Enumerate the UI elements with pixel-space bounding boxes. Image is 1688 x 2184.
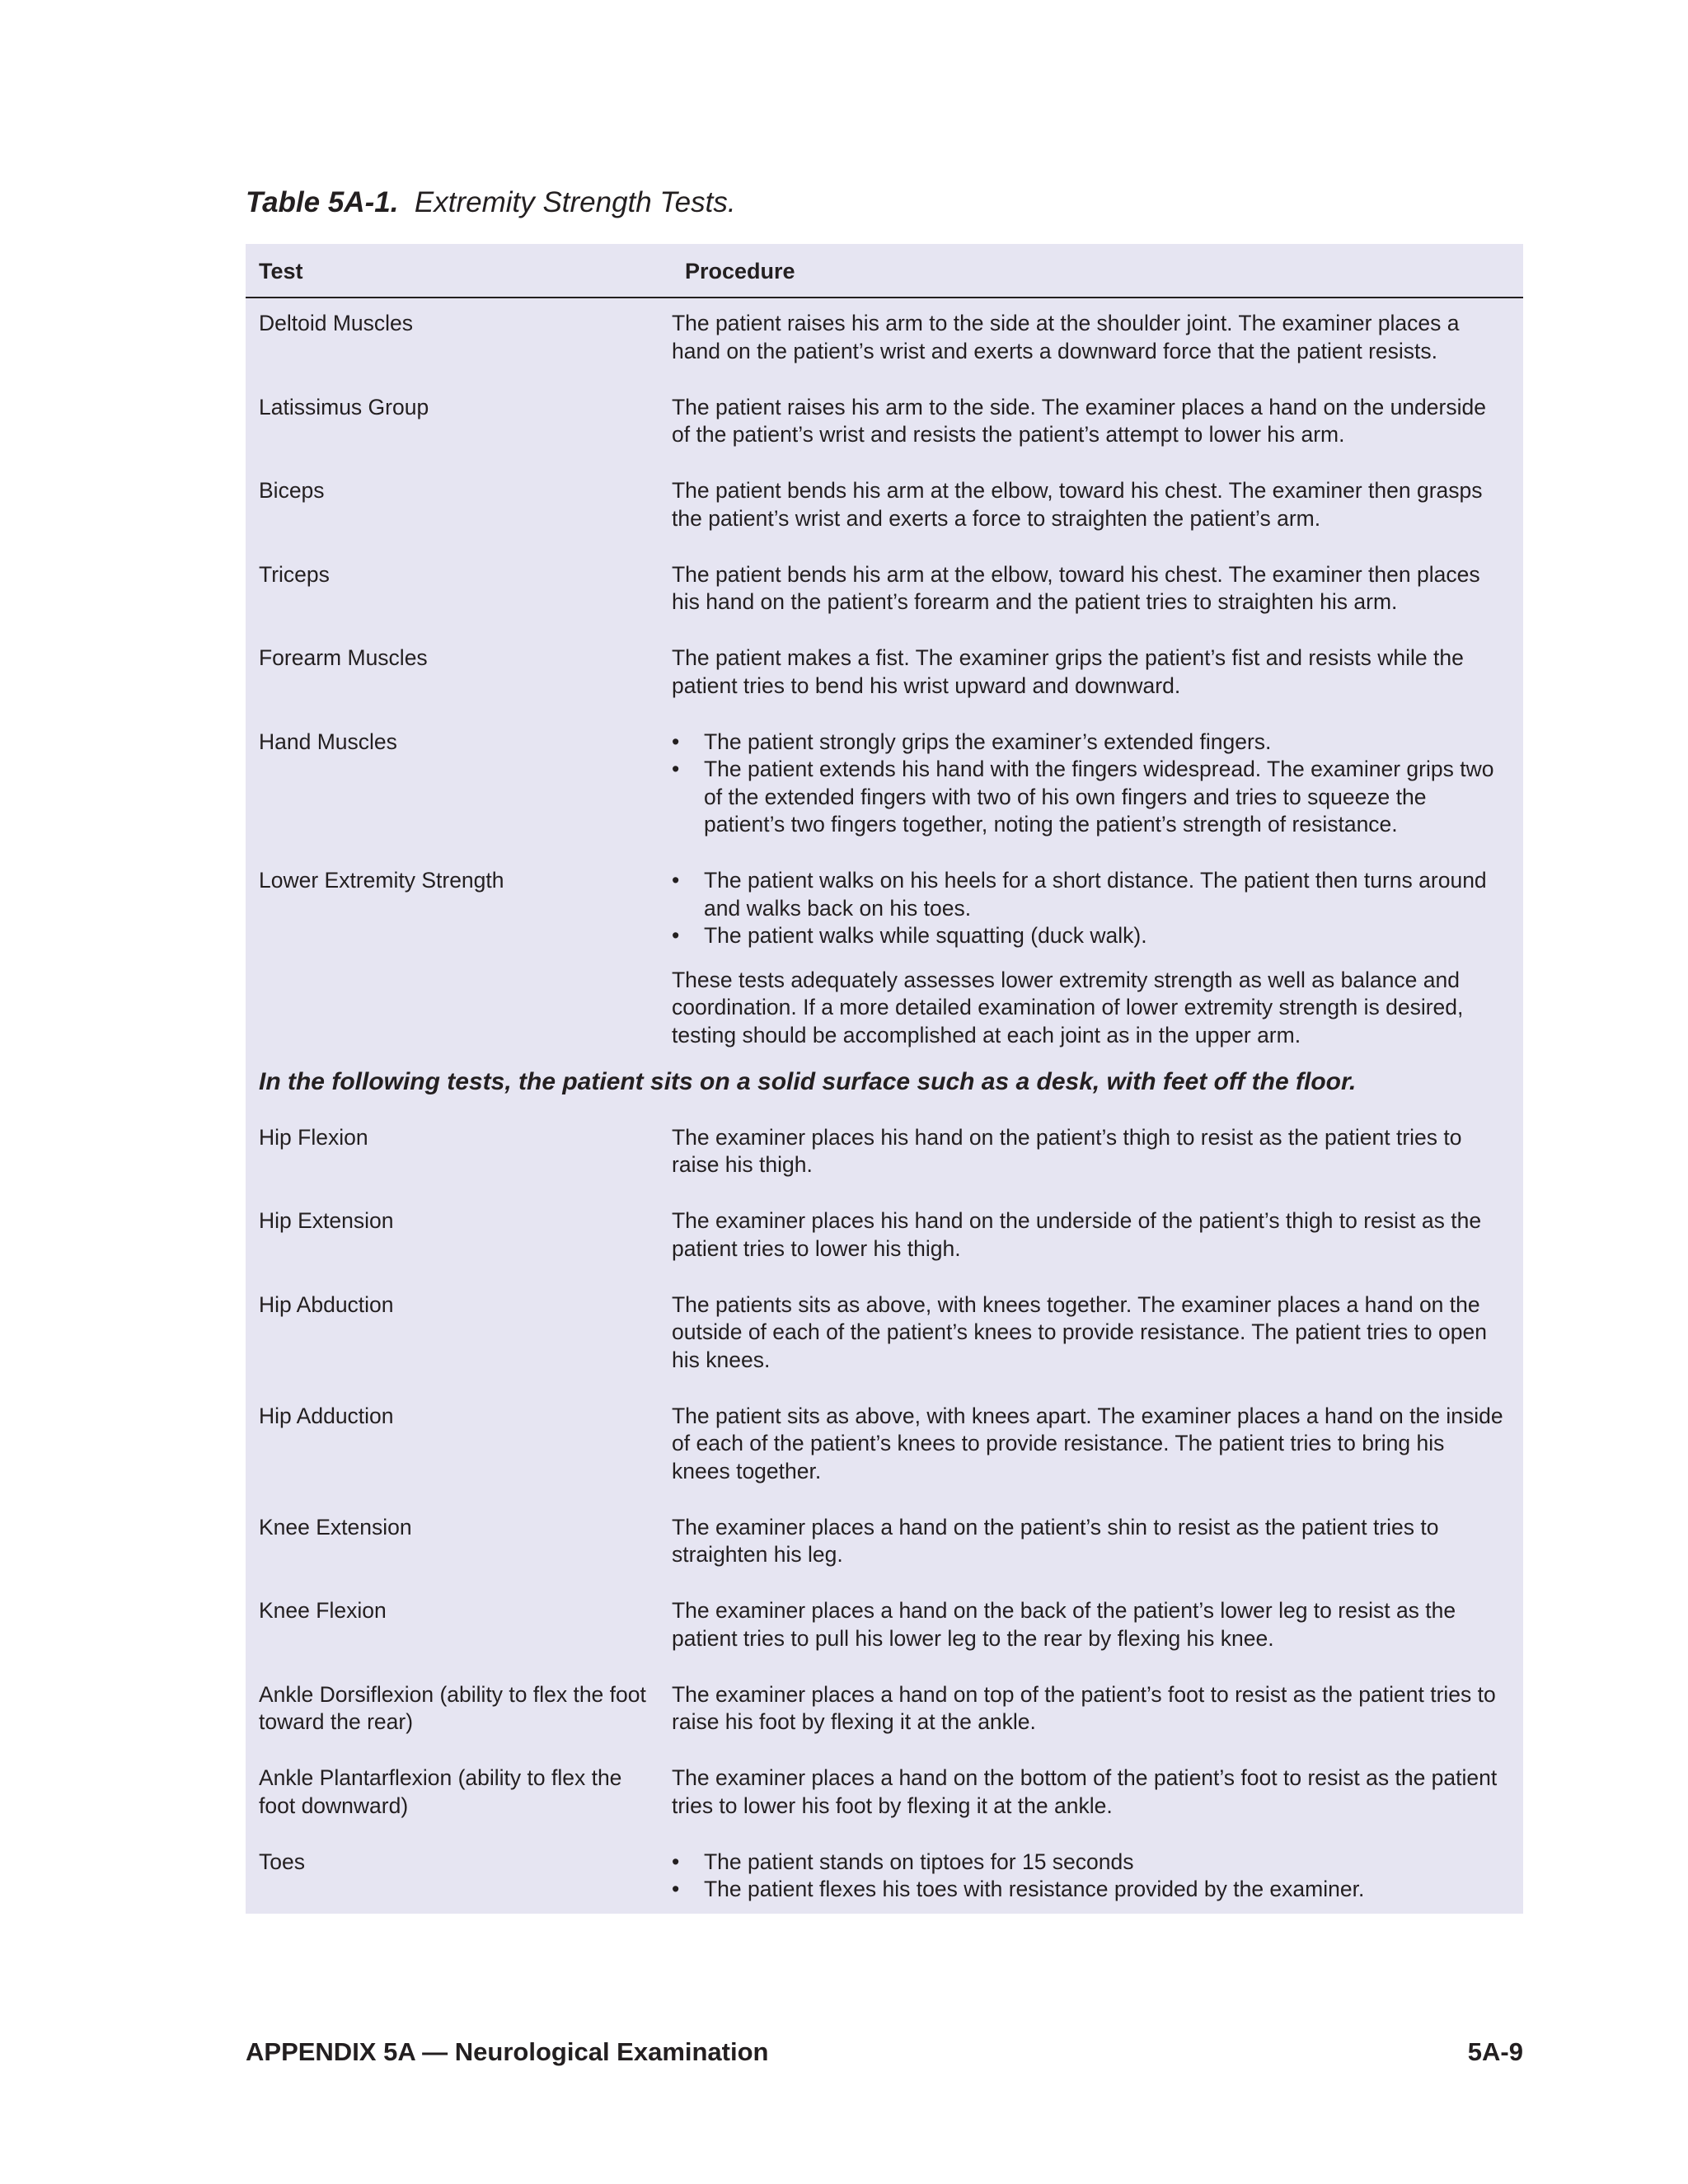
table-row xyxy=(246,1207,1523,1263)
procedure-bullet-list xyxy=(672,729,1504,839)
procedure-text: The examiner places his hand on the patient’s thigh to resist as the patient tries to raise his thigh. xyxy=(672,1124,1462,1177)
procedure-text: The patient bends his arm at the elbow, toward his chest. The examiner then grasps the patient’s wrist and exerts a force to straighten the patient’s arm. xyxy=(672,478,1483,531)
procedure-bullet-list xyxy=(672,867,1504,950)
procedure-text: The patients sits as above, with knees together. The examiner places a hand on the outside of each of the patient’s knees to provide resistance. The patient tries to open his knees. xyxy=(672,1291,1487,1372)
procedure-text: The patient makes a fist. The examiner grips the patient’s fist and resists while the patient tries to bend his wrist upward and downward. xyxy=(672,645,1464,698)
procedure-text xyxy=(672,729,1504,839)
bullet-item: • The patient walks on his heels for a short distance. The patient then turns around and walks back on his toes. xyxy=(672,867,1504,922)
test-name: Ankle Dorsiflexion (ability to flex the foot toward the rear) xyxy=(259,1681,646,1734)
footer-section-title: APPENDIX 5A — Neurological Examination xyxy=(246,2037,769,2066)
procedure-text: The patient bends his arm at the elbow, toward his chest. The examiner then places his hand on the patient’s forearm and the patient tries to straighten his arm. xyxy=(672,561,1480,614)
procedure-text: The examiner places a hand on top of the patient’s foot to resist as the patient tries to raise his foot by flexing it at the ankle. xyxy=(672,1681,1496,1734)
table-row xyxy=(246,561,1523,616)
test-name: Hip Flexion xyxy=(259,1124,368,1150)
table-header xyxy=(246,244,1523,298)
footer-page-number: 5A-9 xyxy=(1467,2037,1523,2066)
procedure-text: The patient raises his arm to the side. The examiner places a hand on the underside of the patient’s wrist and resists the patient’s attempt to lower his arm. xyxy=(672,394,1486,447)
section-note: In the following tests, the patient sits on a solid surface such as a desk, with feet off the floor. xyxy=(259,1067,1357,1095)
bullet-item: • The patient flexes his toes with resistance provided by the examiner. xyxy=(672,1876,1504,1904)
test-name: Hip Extension xyxy=(259,1208,394,1233)
procedure-text: The examiner places a hand on the back of the patient’s lower leg to resist as the patient tries to pull his lower leg to the rear by flexing his knee. xyxy=(672,1598,1456,1651)
table-row xyxy=(246,644,1523,700)
test-name: Hip Adduction xyxy=(259,1403,394,1428)
test-name: Biceps xyxy=(259,478,325,503)
bullet-item: • The patient extends his hand with the fingers widespread. The examiner grips two of the extended fingers with two of his own fingers and tries to squeeze the patient’s two fingers together, noting the patient’s strength of resistance. xyxy=(672,756,1504,839)
extremity-strength-table xyxy=(246,244,1523,1914)
procedure-text: The examiner places his hand on the underside of the patient’s thigh to resist as the patient tries to lower his thigh. xyxy=(672,1208,1482,1261)
table-row xyxy=(246,1849,1523,1904)
procedure-bullet-list xyxy=(672,1849,1504,1904)
test-name: Knee Flexion xyxy=(259,1598,387,1623)
procedure-note: These tests adequately assesses lower extremity strength as well as balance and coordination. If a more detailed examination of lower extremity strength is desired, testing should be accomplished at each joint as in the upper arm. xyxy=(672,967,1464,1047)
table-row xyxy=(246,1291,1523,1375)
table-caption xyxy=(246,186,736,219)
table-row xyxy=(246,1681,1523,1736)
procedure-text: The examiner places a hand on the patient’s shin to resist as the patient tries to straighten his leg. xyxy=(672,1514,1439,1567)
table-row xyxy=(246,1514,1523,1569)
bullet-item: • The patient walks while squatting (duck walk). xyxy=(672,922,1504,950)
test-name: Hip Abduction xyxy=(259,1291,394,1317)
test-name: Toes xyxy=(259,1849,305,1874)
table-title: Extremity Strength Tests. xyxy=(414,186,736,218)
test-name: Latissimus Group xyxy=(259,394,429,419)
procedure-text xyxy=(672,1849,1504,1904)
test-name: Deltoid Muscles xyxy=(259,311,414,335)
table-row xyxy=(246,1403,1523,1486)
procedure-text: The examiner places a hand on the bottom of the patient’s foot to resist as the patient tries to lower his foot by flexing it at the ankle. xyxy=(672,1765,1498,1818)
procedure-text: The patient raises his arm to the side at the shoulder joint. The examiner places a hand on the patient’s wrist and exerts a downward force that the patient resists. xyxy=(672,311,1460,363)
procedure-text xyxy=(672,867,1504,1049)
table-row xyxy=(246,1597,1523,1652)
test-name: Hand Muscles xyxy=(259,729,397,754)
test-name: Lower Extremity Strength xyxy=(259,868,504,893)
table-row xyxy=(246,867,1523,1049)
header-test: Test xyxy=(259,259,303,284)
table-row xyxy=(246,310,1523,365)
test-name: Knee Extension xyxy=(259,1514,412,1540)
table-number: Table 5A-1. xyxy=(246,186,399,218)
test-name: Triceps xyxy=(259,561,330,587)
bullet-item: • The patient stands on tiptoes for 15 seconds xyxy=(672,1849,1504,1877)
table-row xyxy=(246,394,1523,449)
header-procedure: Procedure xyxy=(685,259,795,284)
procedure-text: The patient sits as above, with knees apart. The examiner places a hand on the inside of each of the patient’s knees to provide resistance. The patient tries to bring his knees together. xyxy=(672,1403,1503,1483)
test-name: Ankle Plantarflexion (ability to flex the foot downward) xyxy=(259,1765,622,1818)
table-row xyxy=(246,477,1523,532)
table-row xyxy=(246,1124,1523,1179)
test-name: Forearm Muscles xyxy=(259,645,428,670)
table-row xyxy=(246,729,1523,839)
table-body xyxy=(246,298,1523,1904)
bullet-item: • The patient strongly grips the examiner’s extended fingers. xyxy=(672,729,1504,757)
table-row xyxy=(246,1765,1523,1820)
